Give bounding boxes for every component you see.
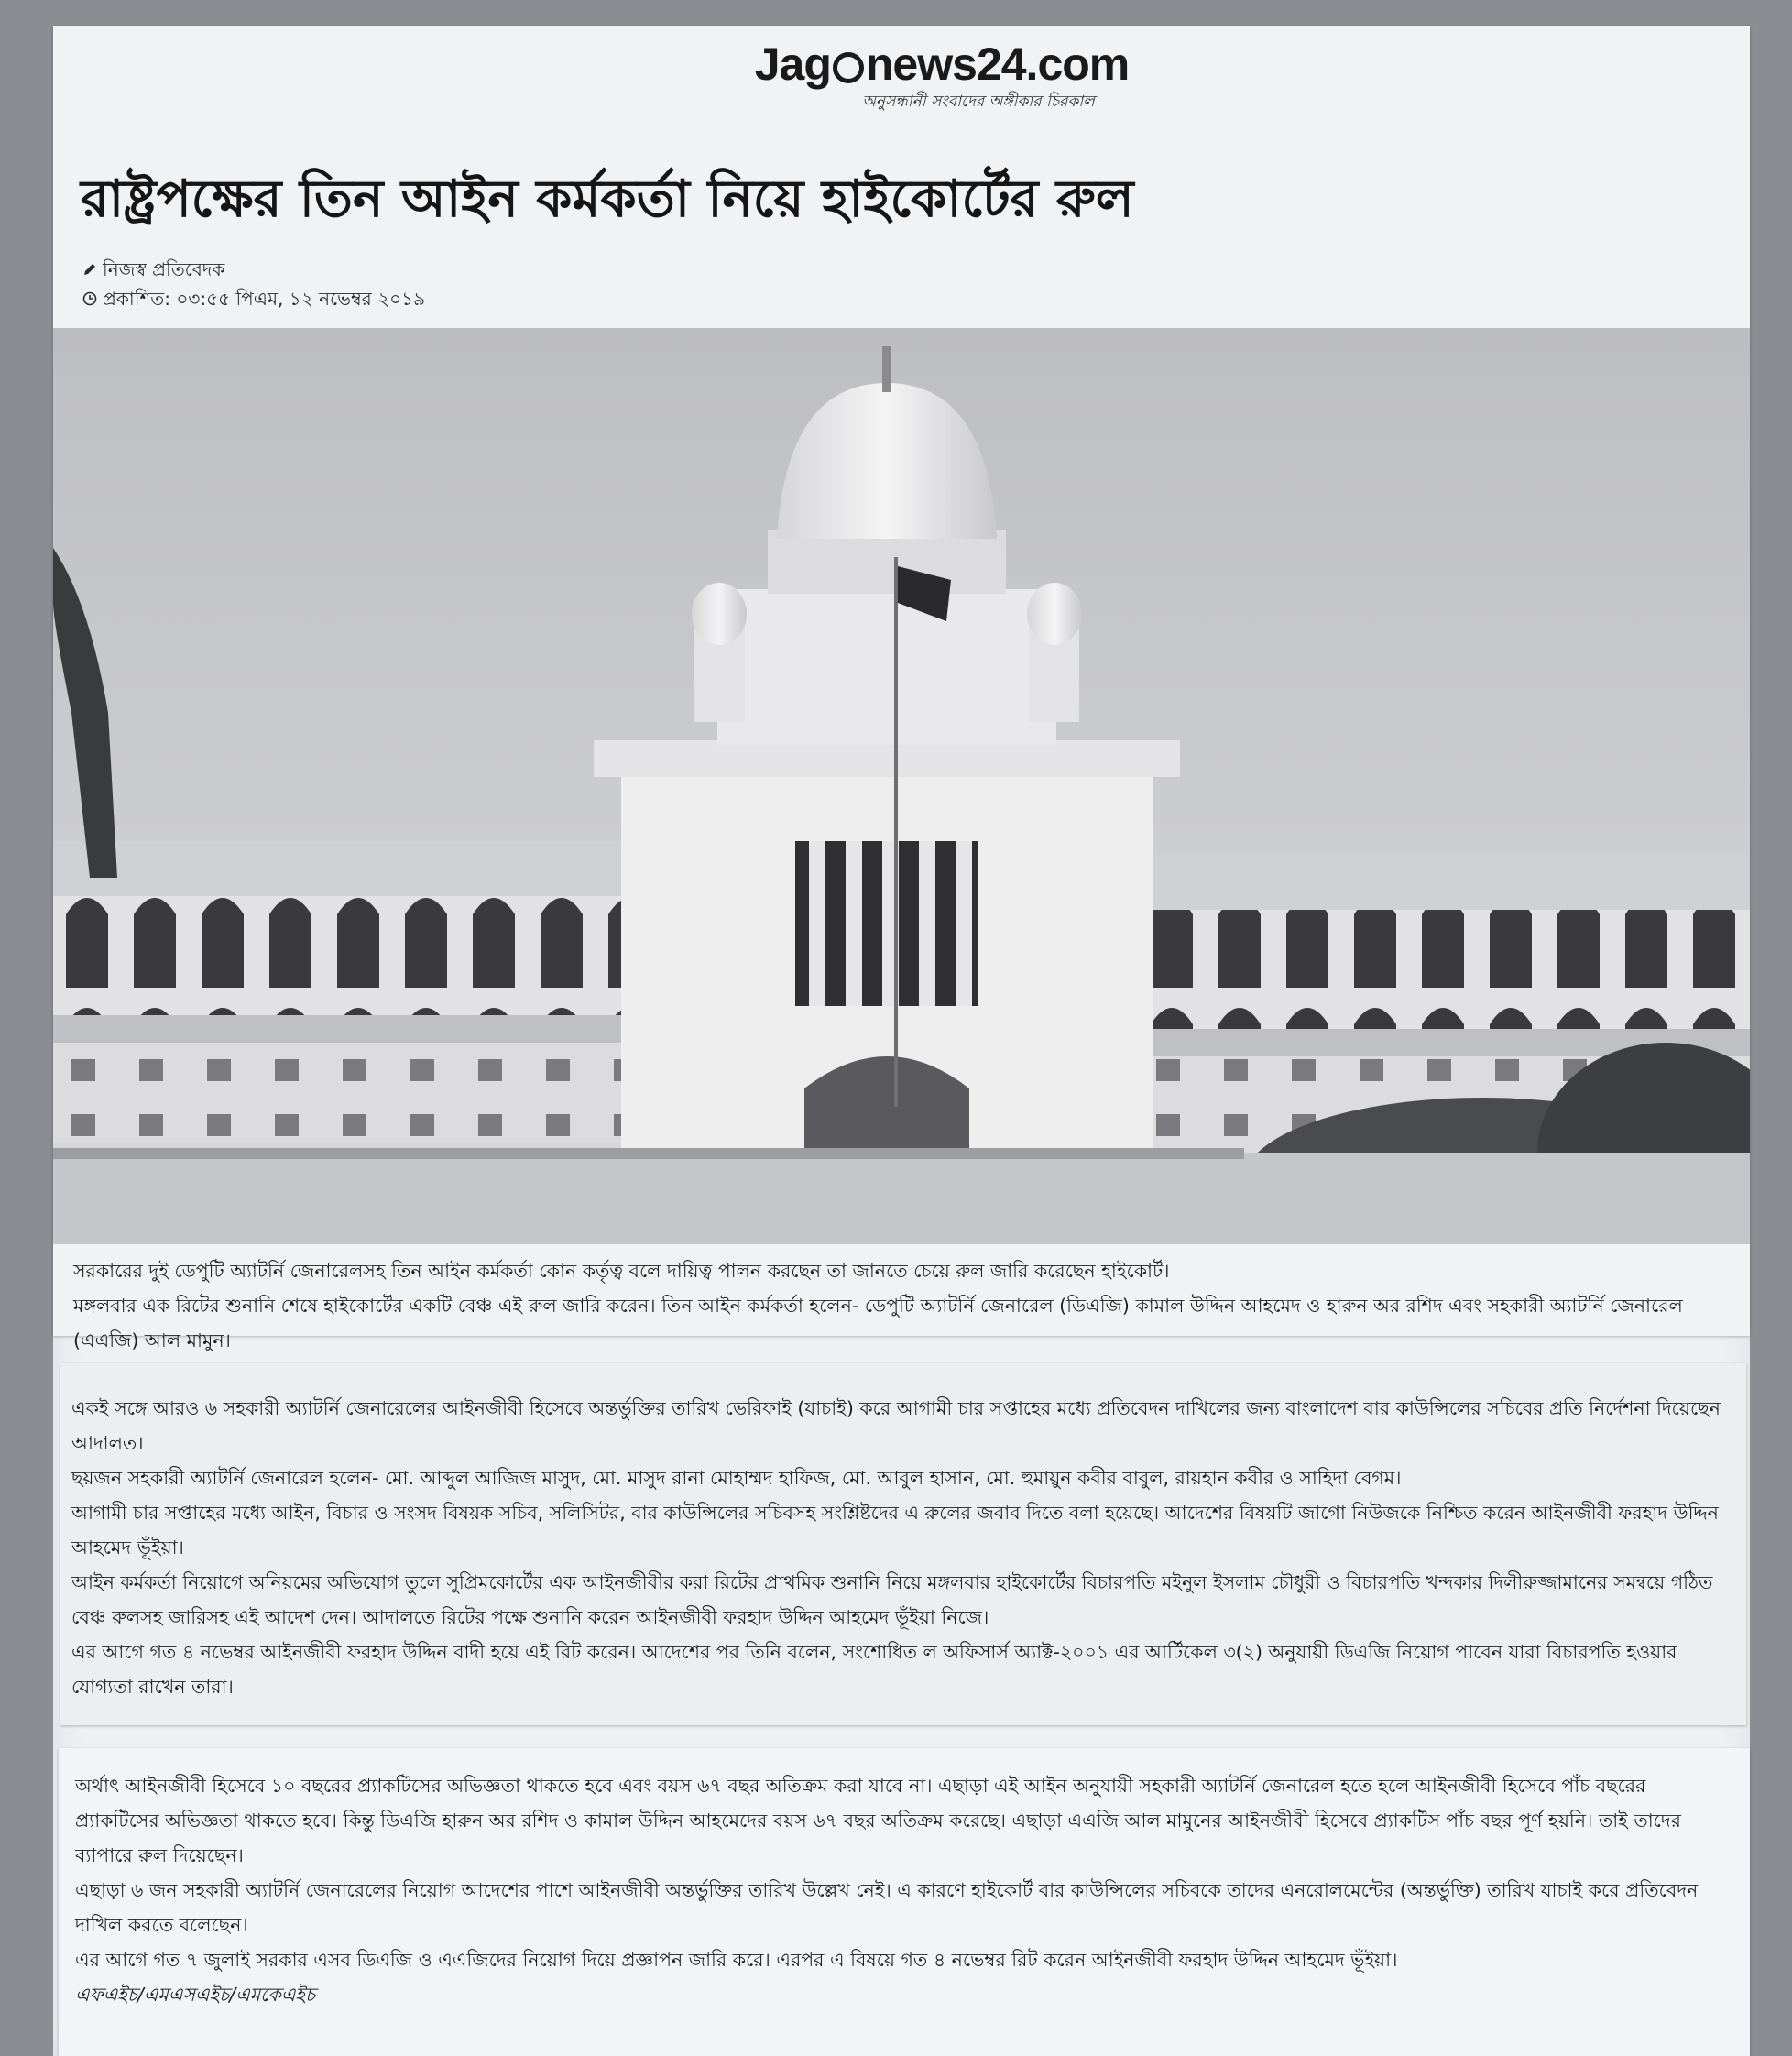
clipping-bottom: [59, 1748, 1750, 2056]
logo-text-right: news24.com: [865, 38, 1130, 90]
pen-icon: [82, 262, 97, 277]
paragraph: একই সঙ্গে আরও ৬ সহকারী অ্যাটর্নি জেনারেলের আইনজীবী হিসেবে অন্তর্ভুক্তির তারিখ ভেরিফাই (যাচাই) করে আগামী চার সপ্তাহের মধ্যে প্রতিবেদন দাখিলের জন্য বাংলাদেশ বার কাউন্সিলের সচিবের প্রতি নির্দেশনা দিয়েছেন আদালত।: [71, 1397, 1721, 1454]
paragraph: আগামী চার সপ্তাহের মধ্যে আইন, বিচার ও সংসদ বিষয়ক সচিব, সলিসিটর, বার কাউন্সিলের সচিবসহ সংশ্লিষ্টদের এ রুলের জবাব দিতে বলা হয়েছে। আদেশের বিষয়টি জাগো নিউজকে নিশ্চিত করেন আইনজীবী ফরহাদ উদ্দিন আহমেদ ভূঁইয়া।: [71, 1502, 1719, 1558]
site-logo: [731, 37, 1153, 119]
paragraph: অর্থাৎ আইনজীবী হিসেবে ১০ বছরের প্র্যাকটিসের অভিজ্ঞতা থাকতে হবে এবং বয়স ৬৭ বছর অতিক্রম করা যাবে না। এছাড়া এই আইন অনুযায়ী সহকারী অ্যাটর্নি জেনারেল হতে হলে আইনজীবী হিসেবে পাঁচ বছরের প্র্যাকটিসের অভিজ্ঞতা থাকতে হবে। কিন্তু ডিএজি হারুন অর রশিদ ও কামাল উদ্দিন আহমেদের বয়স ৬৭ বছর অতিক্রম করেছে। এছাড়া এএজি আল মামুনের আইনজীবী হিসেবে প্র্যাকটিস পাঁচ বছর পূর্ণ হয়নি। তাই তাদের ব্যাপারে রুল দিয়েছেন।: [75, 1775, 1681, 1866]
article-body-block-1: [73, 1253, 1732, 1358]
paragraph: সরকারের দুই ডেপুটি অ্যাটর্নি জেনারেলসহ তিন আইন কর্মকর্তা কোন কর্তৃত্ব বলে দায়িত্ব পালন করছেন তা জানতে চেয়ে রুল জারি করেছেন হাইকোর্ট।: [73, 1260, 1170, 1282]
article-body-block-3: [75, 1768, 1724, 2012]
paragraph: ছয়জন সহকারী অ্যাটর্নি জেনারেল হলেন- মো. আব্দুল আজিজ মাসুদ, মো. মাসুদ রানা মোহাম্মদ হাফিজ, মো. আবুল হাসান, মো. হুমায়ুন কবীর বাবুল, রায়হান কবীর ও সাহিদা বেগম।: [71, 1467, 1402, 1489]
paragraph: এর আগে গত ৪ নভেম্বর আইনজীবী ফরহাদ উদ্দিন বাদী হয়ে এই রিট করেন। আদেশের পর তিনি বলেন, সংশোধিত ল অফিসার্স অ্যাক্ট-২০০১ এর আর্টিকেল ৩(২) অনুযায়ী ডিএজি নিয়োগ পাবেন যারা বিচারপতি হওয়ার যোগ্যতা রাখেন তারা।: [71, 1641, 1677, 1698]
paragraph: আইন কর্মকর্তা নিয়োগে অনিয়মের অভিযোগ তুলে সুপ্রিমকোর্টের এক আইনজীবীর করা রিটের প্রাথমিক শুনানি নিয়ে মঙ্গলবার হাইকোর্টের বিচারপতি মইনুল ইসলাম চৌধুরী ও বিচারপতি খন্দকার দিলীরুজ্জামানের সমন্বয়ে গঠিত বেঞ্চ রুলসহ জারিসহ এই আদেশ দেন। আদালতে রিটের পক্ষে শুনানি করেন আইনজীবী ফরহাদ উদ্দিন আহমেদ ভূঁইয়া নিজে।: [71, 1571, 1713, 1628]
paragraph: মঙ্গলবার এক রিটের শুনানি শেষে হাইকোর্টের একটি বেঞ্চ এই রুল জারি করেন। তিন আইন কর্মকর্তা হলেন- ডেপুটি অ্যাটর্নি জেনারেল (ডিএজি) কামাল উদ্দিন আহমেদ ও হারুন অর রশিদ এবং সহকারী অ্যাটর্নি জেনারেল (এএজি) আল মামুন।: [73, 1295, 1683, 1351]
high-court-photo: [53, 328, 1750, 1244]
logo-text-left: Jag: [754, 38, 831, 90]
clipping-middle: [60, 1363, 1746, 1725]
byline: [82, 255, 425, 313]
paragraph: এর আগে গত ৭ জুলাই সরকার এসব ডিএজি ও এএজিদের নিয়োগ দিয়ে প্রজ্ঞাপন জারি করে। এরপর এ বিষয়ে গত ৪ নভেম্বর রিট করেন আইনজীবী ফরহাদ উদ্দিন আহমেদ ভূঁইয়া।: [75, 1949, 1398, 1971]
globe-icon: [833, 52, 864, 83]
article-signature: এফএইচ/এমএসএইচ/এমকেএইচ: [75, 1984, 316, 2006]
newspaper-clipping-sheet: [53, 26, 1750, 2056]
article-headline: রাষ্ট্রপক্ষের তিন আইন কর্মকর্তা নিয়ে হাইকোর্টের রুল: [81, 170, 1134, 229]
clipping-top: [53, 26, 1750, 1351]
site-tagline: অনুসন্ধানী সংবাদের অঙ্গীকার চিরকাল: [862, 93, 1095, 111]
clock-icon: [82, 291, 97, 306]
paragraph: এছাড়া ৬ জন সহকারী অ্যাটর্নি জেনারেলের নিয়োগ আদেশের পাশে আইনজীবী অন্তর্ভুক্তির তারিখ উল্লেখ নেই। এ কারণে হাইকোর্ট বার কাউন্সিলের সচিবকে তাদের এনরোলমেন্টের (অন্তর্ভুক্তি) তারিখ যাচাই করে প্রতিবেদন দাখিল করতে বলেছেন।: [75, 1879, 1699, 1936]
article-body-block-2: [71, 1391, 1721, 1704]
article-published: প্রকাশিত: ০৩:৫৫ পিএম, ১২ নভেম্বর ২০১৯: [103, 288, 426, 310]
article-author: নিজস্ব প্রতিবেদক: [103, 258, 225, 280]
